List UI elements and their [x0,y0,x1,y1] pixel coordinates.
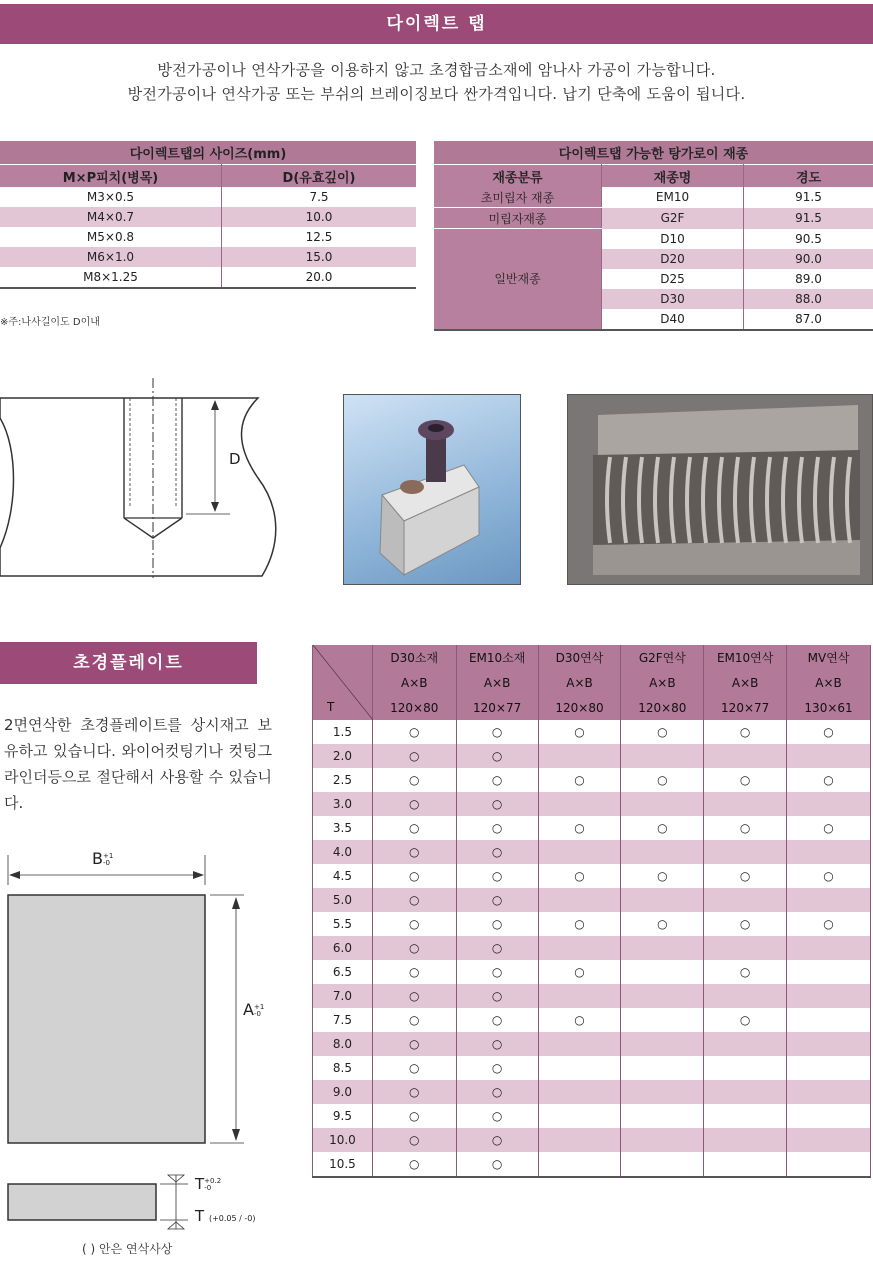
availability-cell: ○ [704,864,787,888]
availability-cell: ○ [621,816,704,840]
material-cell: 91.5 [744,187,873,208]
availability-cell: ○ [372,720,456,744]
availability-cell [538,1056,621,1080]
thickness-cell: 6.0 [313,936,373,960]
availability-cell [787,1032,871,1056]
availability-cell [621,1008,704,1032]
thickness-cell: 7.5 [313,1008,373,1032]
size-cell: 12.5 [222,227,417,247]
thread-cut-photo [567,394,873,585]
tap-hole-diagram [0,378,300,583]
material-cell: D20 [602,249,744,269]
availability-cell: ○ [456,816,538,840]
thickness-cell: 5.0 [313,888,373,912]
group-fine: 미립자재종 [434,208,602,229]
availability-cell: ○ [621,768,704,792]
t1-label: T [195,1175,205,1193]
table-row [313,816,871,840]
material-cell: G2F [602,208,744,229]
t1-tol-top: +0.2 [204,1176,222,1185]
thickness-cell: 10.5 [313,1152,373,1177]
availability-cell: ○ [538,1008,621,1032]
b-label: B [92,849,103,868]
table-row [313,1152,871,1177]
availability-cell [787,1152,871,1177]
availability-cell: ○ [456,720,538,744]
availability-cell: ○ [372,960,456,984]
top-banner [0,4,873,44]
availability-cell [538,840,621,864]
availability-cell: ○ [372,768,456,792]
availability-cell [621,936,704,960]
a-dim [243,1000,264,1019]
thickness-cell: 3.0 [313,792,373,816]
col-name: G2F연삭 [621,645,704,670]
availability-cell: ○ [787,816,871,840]
thickness-cell: 9.0 [313,1080,373,1104]
material-table [434,141,873,331]
col-ab: A×B [538,670,621,695]
availability-cell [704,1056,787,1080]
availability-cell [787,744,871,768]
availability-cell [621,744,704,768]
availability-cell: ○ [704,720,787,744]
availability-cell [538,1128,621,1152]
thickness-cell: 1.5 [313,720,373,744]
availability-cell [704,1152,787,1177]
availability-cell: ○ [456,984,538,1008]
plate-banner-title: 초경플레이트 [73,653,184,673]
material-col-name: 재종명 [602,165,744,188]
table-row [313,744,871,768]
d-label: D [229,450,241,468]
availability-cell: ○ [456,1080,538,1104]
availability-cell: ○ [372,1128,456,1152]
availability-cell: ○ [538,912,621,936]
availability-cell: ○ [538,864,621,888]
material-cell: D10 [602,229,744,249]
availability-cell: ○ [787,864,871,888]
col-name: EM10연삭 [704,645,787,670]
availability-cell [704,792,787,816]
thickness-cell: 5.5 [313,912,373,936]
group-ultrafine: 초미립자 재종 [434,187,602,208]
t-header-label: T [327,700,335,714]
availability-cell: ○ [538,720,621,744]
group-general: 일반재종 [434,229,602,330]
availability-cell: ○ [456,1104,538,1128]
material-cell: 91.5 [744,208,873,229]
table-row [313,1032,871,1056]
t2-dim [195,1207,255,1225]
availability-cell: ○ [704,768,787,792]
availability-cell: ○ [538,960,621,984]
table-row [313,792,871,816]
availability-cell: ○ [456,840,538,864]
availability-cell [621,1152,704,1177]
size-cell: 20.0 [222,267,417,288]
b-tol-bot: -0 [102,858,110,867]
material-cell: 89.0 [744,269,873,289]
size-cell: M6×1.0 [86,250,135,264]
plate-caption: ( ) 안은 연삭사상 [82,1242,173,1256]
size-table [0,141,416,289]
availability-cell: ○ [372,1152,456,1177]
material-cell: 88.0 [744,289,873,309]
size-cell: 15.0 [222,247,417,267]
intro-line-2: 방전가공이나 연삭가공 또는 부쉬의 브레이징보다 싼가격입니다. 납기 단축에 도움이 됩니다. [127,85,746,103]
material-col-class: 재종분류 [434,165,602,188]
availability-cell: ○ [372,1008,456,1032]
table-row [313,840,871,864]
material-cell: 87.0 [744,309,873,330]
availability-cell: ○ [372,792,456,816]
col-ab: A×B [456,670,538,695]
availability-cell: ○ [787,768,871,792]
plate-drawing [0,845,290,1265]
availability-cell [787,1104,871,1128]
table-row [313,960,871,984]
size-cell: 7.5 [222,187,417,207]
availability-cell [704,888,787,912]
material-cell: 90.5 [744,229,873,249]
col-size: 120×80 [621,695,704,720]
availability-cell [621,960,704,984]
table-row [313,768,871,792]
col-size: 130×61 [787,695,871,720]
thickness-cell: 6.5 [313,960,373,984]
size-cell: M4×0.7 [86,210,135,224]
availability-cell: ○ [372,912,456,936]
availability-cell [538,1032,621,1056]
t2-label: T [195,1207,205,1225]
table-row [313,1104,871,1128]
availability-cell [538,744,621,768]
availability-cell: ○ [621,720,704,744]
availability-cell [538,1080,621,1104]
size-col-depth: D(유효깊이) [222,165,417,188]
availability-cell [704,1032,787,1056]
thickness-cell: 4.5 [313,864,373,888]
a-label: A [243,1000,254,1019]
material-cell: EM10 [602,187,744,208]
availability-cell: ○ [372,888,456,912]
availability-cell: ○ [372,864,456,888]
size-cell: M8×1.25 [83,270,138,284]
availability-cell [787,888,871,912]
availability-cell [538,1104,621,1128]
col-name: D30연삭 [538,645,621,670]
a-tol-bot: -0 [253,1009,261,1018]
col-ab: A×B [372,670,456,695]
t-corner-header [313,645,373,720]
availability-cell: ○ [538,816,621,840]
size-col-pitch: M×P피치(병목) [0,165,222,188]
availability-cell: ○ [456,768,538,792]
thickness-cell: 8.5 [313,1056,373,1080]
availability-cell [621,840,704,864]
thickness-cell: 7.0 [313,984,373,1008]
availability-cell [787,1128,871,1152]
availability-cell: ○ [456,1032,538,1056]
availability-cell: ○ [372,936,456,960]
table-row [313,864,871,888]
col-name: MV연삭 [787,645,871,670]
availability-cell: ○ [787,720,871,744]
availability-cell: ○ [372,840,456,864]
availability-cell [621,1080,704,1104]
availability-cell [621,1104,704,1128]
availability-cell: ○ [704,1008,787,1032]
availability-cell [787,1056,871,1080]
availability-cell: ○ [372,1032,456,1056]
thickness-cell: 4.0 [313,840,373,864]
col-ab: A×B [787,670,871,695]
availability-cell [787,792,871,816]
availability-cell: ○ [538,768,621,792]
availability-cell: ○ [456,936,538,960]
thickness-cell: 9.5 [313,1104,373,1128]
availability-cell: ○ [787,912,871,936]
availability-cell [704,744,787,768]
intro-line-1: 방전가공이나 연삭가공을 이용하지 않고 초경합금소재에 암나사 가공이 가능합니다. [157,61,716,79]
availability-cell: ○ [704,816,787,840]
availability-cell: ○ [456,960,538,984]
availability-cell [704,840,787,864]
availability-cell: ○ [704,960,787,984]
availability-cell: ○ [372,744,456,768]
availability-cell: ○ [372,816,456,840]
availability-cell: ○ [456,1128,538,1152]
availability-cell: ○ [456,1056,538,1080]
b-tol-top: +1 [102,851,114,860]
banner-title: 다이렉트 탭 [386,14,487,34]
t1-dim [195,1175,221,1193]
col-ab: A×B [621,670,704,695]
plate-table-body [313,720,871,1177]
plate-description: 2면연삭한 초경플레이트를 상시재고 보유하고 있습니다. 와이어컷팅기나 컷팅그라인더등으로 절단해서 사용할 수 있습니다. [4,716,272,812]
size-cell: M3×0.5 [86,190,135,204]
availability-cell: ○ [372,1080,456,1104]
col-size: 120×77 [456,695,538,720]
availability-cell: ○ [456,864,538,888]
availability-cell [621,1056,704,1080]
col-size: 120×77 [704,695,787,720]
tap-block-photo [343,394,521,585]
availability-cell [538,984,621,1008]
table-row [313,912,871,936]
material-cell: D30 [602,289,744,309]
a-tol-top: +1 [253,1002,265,1011]
availability-cell: ○ [456,888,538,912]
availability-cell [621,984,704,1008]
availability-cell [704,1128,787,1152]
availability-cell: ○ [704,912,787,936]
thickness-cell: 2.5 [313,768,373,792]
availability-cell [538,1152,621,1177]
material-cell: 90.0 [744,249,873,269]
availability-cell: ○ [456,792,538,816]
size-note: ※주:나사길이도 D이내 [0,317,100,328]
availability-cell: ○ [456,744,538,768]
material-table-title: 다이렉트탭 가능한 탕가로이 재종 [434,141,873,165]
availability-cell: ○ [456,912,538,936]
t1-tol-bot: -0 [204,1183,212,1192]
t2-tol: (+0.05 / -0) [208,1214,256,1223]
availability-cell: ○ [372,1104,456,1128]
size-cell: M5×0.8 [86,230,135,244]
plate-banner [0,642,257,684]
table-row [313,888,871,912]
col-size: 120×80 [538,695,621,720]
col-ab: A×B [704,670,787,695]
b-dim [92,849,113,868]
availability-cell: ○ [621,912,704,936]
availability-cell [787,1080,871,1104]
availability-cell [704,1104,787,1128]
intro-text [0,58,873,106]
table-row [313,1128,871,1152]
availability-cell: ○ [456,1152,538,1177]
availability-cell [704,1080,787,1104]
plate-table [312,645,871,1178]
col-size: 120×80 [372,695,456,720]
thickness-cell: 8.0 [313,1032,373,1056]
material-cell: D40 [602,309,744,330]
availability-cell: ○ [372,984,456,1008]
availability-cell [787,984,871,1008]
material-col-hardness: 경도 [744,165,873,188]
availability-cell [704,984,787,1008]
availability-cell [787,960,871,984]
table-row [313,1080,871,1104]
availability-cell [621,1128,704,1152]
availability-cell [538,936,621,960]
availability-cell: ○ [456,1008,538,1032]
availability-cell [787,1008,871,1032]
availability-cell [538,888,621,912]
availability-cell [787,840,871,864]
availability-cell: ○ [372,1056,456,1080]
size-cell: 10.0 [222,207,417,227]
availability-cell [621,888,704,912]
col-name: EM10소재 [456,645,538,670]
table-row [313,1056,871,1080]
thickness-cell: 2.0 [313,744,373,768]
table-row [313,1008,871,1032]
thickness-cell: 3.5 [313,816,373,840]
table-row [313,936,871,960]
table-row [313,984,871,1008]
table-row [313,720,871,744]
availability-cell: ○ [621,864,704,888]
availability-cell [621,1032,704,1056]
thickness-cell: 10.0 [313,1128,373,1152]
col-name: D30소재 [372,645,456,670]
availability-cell [704,936,787,960]
availability-cell [621,792,704,816]
availability-cell [787,936,871,960]
availability-cell [538,792,621,816]
material-cell: D25 [602,269,744,289]
size-table-title: 다이렉트탭의 사이즈(mm) [0,141,416,165]
